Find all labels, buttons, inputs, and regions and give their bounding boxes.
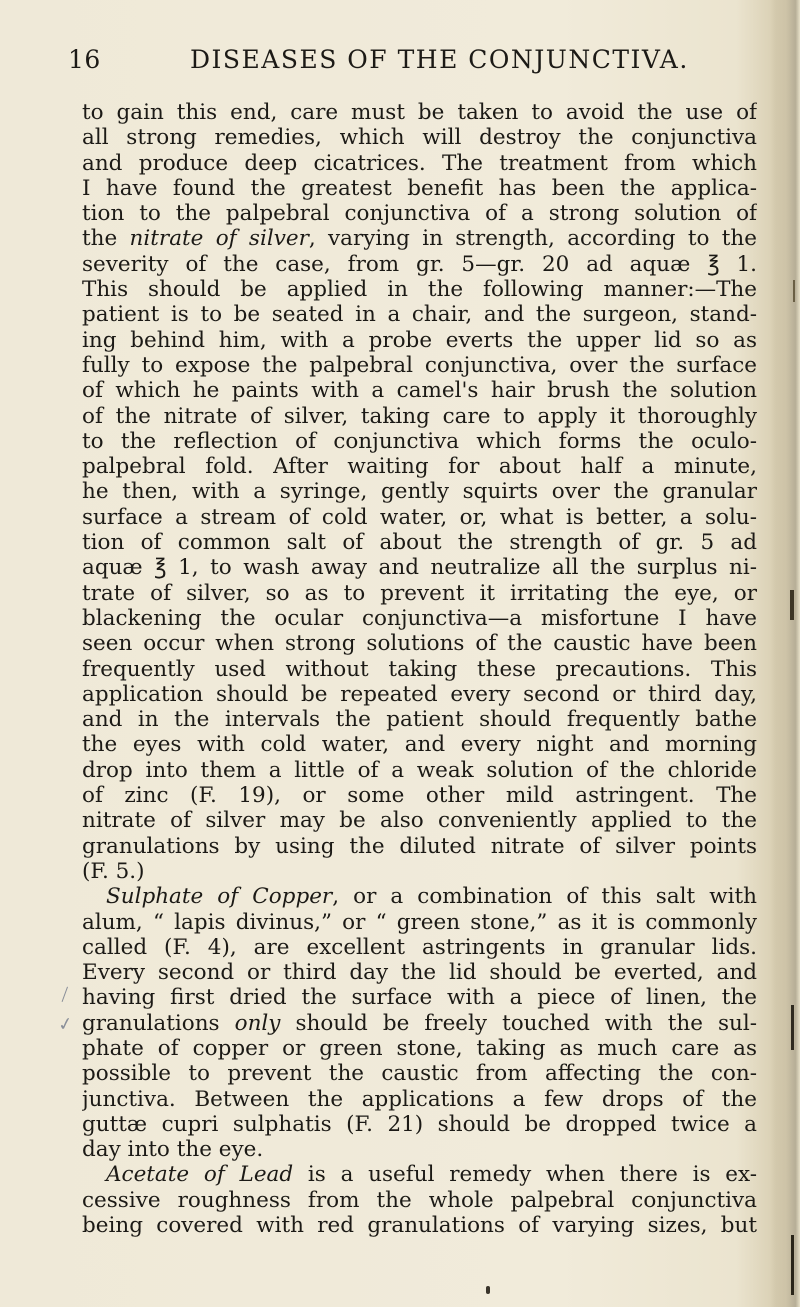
page-edge-marks — [786, 0, 798, 1307]
text-line — [82, 151, 757, 176]
text-line — [82, 1011, 757, 1036]
text-line — [82, 1137, 757, 1162]
text-segment: being covered with red granulations of varying sizes, but — [82, 1213, 757, 1239]
text-segment: possible to prevent the caustic from affecting the con- — [82, 1061, 757, 1087]
text-segment: trate of silver, so as to prevent it irritating the eye, or — [82, 580, 757, 606]
text-segment: of which he paints with a camel's hair brush the solution — [82, 378, 757, 404]
text-segment: and in the intervals the patient should frequently bathe — [82, 707, 757, 733]
text-line — [82, 277, 757, 302]
text-segment: alum, “ lapis divinus,” or “ green stone,” as it is commonly — [82, 909, 757, 935]
text-segment: should be freely touched with the sul- — [280, 1010, 757, 1036]
text-segment: tion of common salt of about the strength of gr. 5 ad — [82, 530, 757, 556]
text-segment: application should be repeated every second or third day, — [82, 681, 757, 707]
text-segment: to the reflection of conjunctiva which forms the oculo- — [82, 428, 757, 454]
text-line — [82, 808, 757, 833]
text-segment: frequently used without taking these precautions. This — [82, 656, 757, 682]
text-line — [82, 631, 757, 656]
text-segment: blackening the ocular conjunctiva—a misfortune I have — [82, 605, 757, 631]
text-line — [82, 1213, 757, 1238]
ink-speck — [486, 1286, 490, 1294]
text-line — [82, 581, 757, 606]
text-line — [82, 1112, 757, 1137]
text-segment: seen occur when strong solutions of the caustic have been — [82, 631, 757, 657]
text-line — [82, 302, 757, 327]
text-segment: guttæ cupri sulphatis (F. 21) should be dropped twice a — [82, 1111, 757, 1137]
text-segment: nitrate of silver may be also conveniently applied to the — [82, 808, 757, 834]
text-segment: to gain this end, care must be taken to avoid the use of — [82, 100, 757, 125]
text-line — [82, 657, 757, 682]
text-line — [82, 758, 757, 783]
text-line — [82, 935, 757, 960]
text-line — [82, 100, 757, 125]
text-line — [82, 985, 757, 1010]
text-segment: aquæ ℥ 1, to wash away and neutralize all the surplus ni- — [82, 555, 757, 581]
text-segment: junctiva. Between the applications a few drops of the — [82, 1086, 757, 1112]
text-segment: of the nitrate of silver, taking care to apply it thoroughly — [82, 403, 757, 429]
text-segment: called (F. 4), are excellent astringents in granular lids. — [82, 934, 757, 960]
page-header — [0, 45, 800, 85]
text-line — [82, 910, 757, 935]
text-line — [82, 1036, 757, 1061]
text-segment: , or a combination of this salt with — [332, 884, 757, 910]
text-line — [82, 682, 757, 707]
text-line — [82, 1087, 757, 1112]
italic-text: only — [234, 1010, 281, 1036]
text-line — [82, 176, 757, 201]
pencil-tick-mark — [62, 987, 78, 1006]
text-segment: , varying in strength, according to the — [308, 226, 757, 252]
text-line — [82, 226, 757, 251]
text-line — [82, 454, 757, 479]
text-line — [82, 404, 757, 429]
text-segment: palpebral fold. After waiting for about half a minute, — [82, 454, 757, 480]
text-segment: granulations by using the diluted nitrate of silver points — [82, 833, 757, 859]
text-line — [82, 1162, 757, 1187]
text-line — [82, 252, 757, 277]
text-line — [82, 1061, 757, 1086]
text-line — [82, 505, 757, 530]
pencil-annotation: ✓ — [56, 1012, 75, 1037]
text-segment: patient is to be seated in a chair, and the surgeon, stand- — [82, 302, 757, 328]
text-line — [82, 479, 757, 504]
text-segment: of zinc (F. 19), or some other mild astringent. The — [82, 783, 757, 809]
text-segment: is a useful remedy when there is ex- — [293, 1162, 757, 1188]
text-segment: all strong remedies, which will destroy the conjunctiva — [82, 125, 757, 151]
text-segment: he then, with a syringe, gently squirts over the granular — [82, 479, 757, 505]
text-line — [82, 555, 757, 580]
text-segment: day into the eye. — [82, 1137, 264, 1163]
text-line — [82, 732, 757, 757]
text-segment: granulations — [82, 1010, 235, 1036]
text-line — [82, 707, 757, 732]
text-segment: the — [82, 226, 130, 252]
text-line — [82, 530, 757, 555]
text-line — [82, 125, 757, 150]
running-head: DISEASES OF THE CONJUNCTIVA. — [190, 45, 689, 74]
text-line — [82, 429, 757, 454]
text-line — [82, 328, 757, 353]
text-segment: the eyes with cold water, and every night and morning — [82, 732, 757, 758]
text-line — [82, 606, 757, 631]
text-segment: (F. 5.) — [82, 858, 145, 884]
text-segment: I have found the greatest benefit has been the applica- — [82, 175, 757, 201]
text-line — [82, 834, 757, 859]
page-number: 16 — [68, 45, 101, 74]
text-line — [82, 353, 757, 378]
text-segment: surface a stream of cold water, or, what is better, a solu- — [82, 504, 757, 530]
text-line — [82, 960, 757, 985]
text-segment: severity of the case, from gr. 5—gr. 20 ad aquæ ℥ 1. — [82, 251, 757, 277]
body-text — [82, 100, 757, 1238]
text-segment: tion to the palpebral conjunctiva of a strong solution of — [82, 201, 757, 227]
text-segment: ing behind him, with a probe everts the upper lid so as — [82, 327, 757, 353]
text-segment: having first dried the surface with a piece of linen, the — [82, 985, 757, 1011]
text-line — [82, 783, 757, 808]
text-line — [82, 859, 757, 884]
text-line — [82, 884, 757, 909]
text-segment: phate of copper or green stone, taking as much care as — [82, 1035, 757, 1061]
text-segment: drop into them a little of a weak solution of the chloride — [82, 757, 757, 783]
text-segment: Every second or third day the lid should be everted, and — [82, 960, 757, 986]
text-segment: and produce deep cicatrices. The treatment from which — [82, 150, 757, 176]
text-segment: fully to expose the palpebral conjunctiva, over the surface — [82, 352, 757, 378]
text-line — [82, 378, 757, 403]
text-line — [82, 201, 757, 226]
italic-text: Sulphate of Copper — [106, 884, 333, 910]
italic-text: nitrate of silver — [129, 226, 309, 252]
text-segment: cessive roughness from the whole palpebral conjunctiva — [82, 1187, 757, 1213]
text-segment: This should be applied in the following manner:—The — [82, 277, 757, 303]
italic-text: Acetate of Lead — [106, 1162, 294, 1188]
text-line — [82, 1188, 757, 1213]
